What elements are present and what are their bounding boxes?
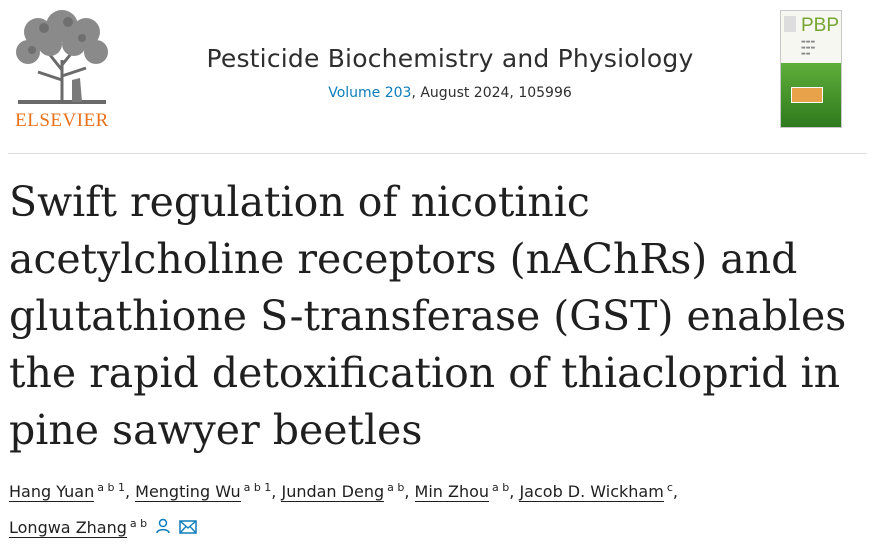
author-separator: , <box>672 482 678 501</box>
journal-info <box>150 44 750 101</box>
author-name-link[interactable]: Longwa Zhang <box>9 518 127 537</box>
author-separator: , <box>124 482 136 501</box>
author-entry <box>9 482 135 501</box>
author-name-link[interactable]: Mengting Wu <box>135 482 241 501</box>
affiliation-marks: a b 1 <box>97 481 125 494</box>
cover-publisher-mark <box>784 16 796 32</box>
header-divider <box>8 153 867 154</box>
article-header <box>0 0 875 154</box>
cover-label-box <box>791 87 823 103</box>
affiliation-marks: a b <box>387 481 405 494</box>
elsevier-wordmark: ELSEVIER <box>15 110 109 131</box>
issue-info: , August 2024, 105996 <box>411 85 572 101</box>
author-name-link[interactable]: Min Zhou <box>414 482 490 501</box>
affiliation-marks: a b 1 <box>243 481 272 494</box>
elsevier-logo[interactable] <box>8 10 116 132</box>
author-entry <box>519 482 678 501</box>
author-name-link[interactable]: Hang Yuan <box>9 482 95 501</box>
elsevier-tree-icon <box>8 10 116 108</box>
affiliation-marks: a b <box>129 517 148 530</box>
author-separator: , <box>404 482 415 501</box>
author-list <box>9 472 869 545</box>
affiliation-marks: c <box>666 481 673 494</box>
author-name-link[interactable]: Jundan Deng <box>281 482 385 501</box>
author-entry <box>415 482 520 501</box>
author-separator: , <box>509 482 520 501</box>
person-icon[interactable] <box>155 513 171 545</box>
cover-abbrev: PBP <box>801 15 840 36</box>
author-entry <box>281 482 414 501</box>
email-icon[interactable] <box>179 513 197 545</box>
article-title: Swift regulation of nicotinic acetylcholine receptors (nAChRs) and glutathione S-transferase (GST) enables the rapid detoxification of thiacloprid in pine sawyer beetles <box>9 178 847 454</box>
author-name-link[interactable]: Jacob D. Wickham <box>519 482 664 501</box>
author-entry <box>9 518 147 537</box>
journal-cover-thumbnail[interactable] <box>780 10 842 128</box>
cover-title-lines: ▬▬▬ ▬▬▬ ▬▬ <box>801 39 816 57</box>
journal-title-link[interactable]: Pesticide Biochemistry and Physiology <box>206 44 694 73</box>
journal-meta <box>150 85 750 101</box>
author-entry <box>135 482 281 501</box>
volume-link[interactable]: Volume 203 <box>328 85 412 101</box>
author-separator: , <box>271 482 282 501</box>
affiliation-marks: a b <box>492 481 510 494</box>
